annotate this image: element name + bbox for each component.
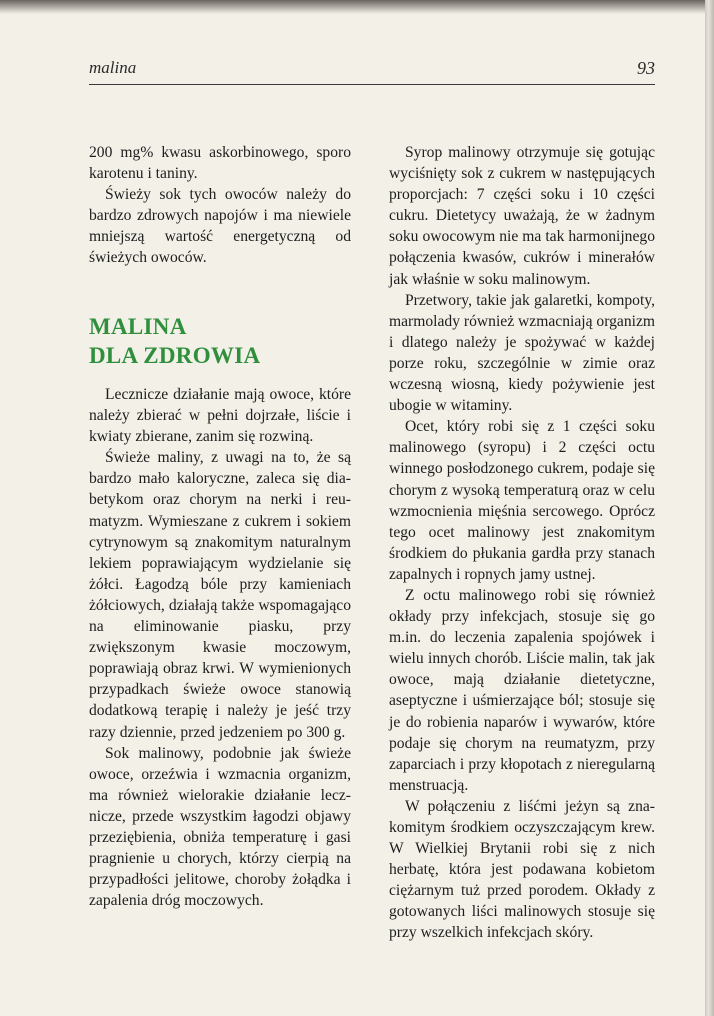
section-heading-line-1: MALINA xyxy=(89,314,187,339)
page-number: 93 xyxy=(637,58,655,78)
page-edge xyxy=(705,0,714,1016)
running-title: malina xyxy=(89,58,137,77)
paragraph: Syrop malinowy otrzymuje się gotując wyciśnięty sok z cukrem w następujących proporcjach: 7 części soku i 10 części cukru. Dietetycy uważają, że w żadnym soku owocowym nie ma tak harmonijnego połączenia kwasów, cukrów i minerałów jak właśnie w soku malinowym. xyxy=(389,144,655,288)
right-column xyxy=(389,142,655,944)
binding-shadow xyxy=(0,0,705,14)
paragraph: 200 mg% kwasu askorbinowego, sporo karotenu i taniny. xyxy=(89,144,351,183)
section-heading xyxy=(89,312,351,370)
section-heading-line-2: DLA ZDROWIA xyxy=(89,343,261,368)
paragraph: Z octu malinowego robi się również okłady przy infekcjach, stosuje się go m.in. do leczenia zapalenia spojówek i wielu innych chorób. Liście malin, tak jak owoce, mają działanie dietetyczne, aseptyczne i uśmierzające ból; stosuje się je do robienia naparów i wywarów, które podaje się chorym na reumatyzm, przy zaparciach i przy kłopotach z nieregularną menstruacją. xyxy=(389,586,655,794)
paragraph: Świeże maliny, z uwagi na to, że są bardzo mało kaloryczne, zaleca się diabetykom oraz chorym na nerki i reumatyzm. Wymieszane z cukrem i sokiem cytrynowym są znakomitym naturalnym lekiem poprawiającym wydzielanie się żółci. Łagodzą bóle przy kamieniach żółciowych, działają także wspomagająco na eliminowanie piasku, przy zwiększonym kwasie moczowym, poprawiają obraz krwi. W wymienionych przypadkach świeże owoce stanowią dodatkową terapię i należy je jeść trzy razy dziennie, przed jedzeniem po 300 g. xyxy=(89,449,351,741)
section-body xyxy=(89,384,351,911)
paragraph: Sok malinowy, podobnie jak świeże owoce, orzeźwia i wzmacnia organizm, ma również wielorakie działanie lecznicze, przede wszystkim łagodzi objawy przeziębienia, obniża temperaturę i gasi pragnienie u chorych, którzy cierpią na przypadłości jelitowe, choroby żołądka i zapalenia dróg moczowych. xyxy=(89,744,351,910)
left-column-top xyxy=(89,142,351,269)
running-header xyxy=(89,56,655,85)
paragraph: Przetwory, takie jak galaretki, kompoty, marmolady również wzmacniają organizm i dlatego należy je spożywać w każdej porze roku, szczególnie w zimie oraz wczesną wiosną, kiedy pożywienie jest ubogie w witaminy. xyxy=(389,291,655,415)
paragraph: Lecznicze działanie mają owoce, które należy zbierać w pełni dojrzałe, liście i kwiaty zbierane, zanim się rozwiną. xyxy=(89,386,351,446)
paragraph: Ocet, który robi się z 1 części soku malinowego (syropu) i 2 części octu winnego posłodzonego cukrem, podaje się chorym z wysoką temperaturą oraz w celu wzmocnienia mięśnia sercowego. Oprócz tego ocet malinowy jest znakomitym środkiem do płukania gardła przy stanach zapalnych i ropnych jamy ustnej. xyxy=(389,418,655,583)
paragraph: Świeży sok tych owoców należy do bardzo zdrowych napojów i ma niewiele mniejszą wartość energetyczną od świeżych owoców. xyxy=(89,186,351,267)
paragraph: W połączeniu z liśćmi jeżyn są znakomitym środkiem oczyszczającym krew. W Wielkiej Brytanii robi się z nich herbatę, która jest podawana kobietom ciężarnym tuż przed porodem. Okłady z gotowanych liści malinowych stosuje się przy wszelkich infekcjach skóry. xyxy=(389,797,655,942)
